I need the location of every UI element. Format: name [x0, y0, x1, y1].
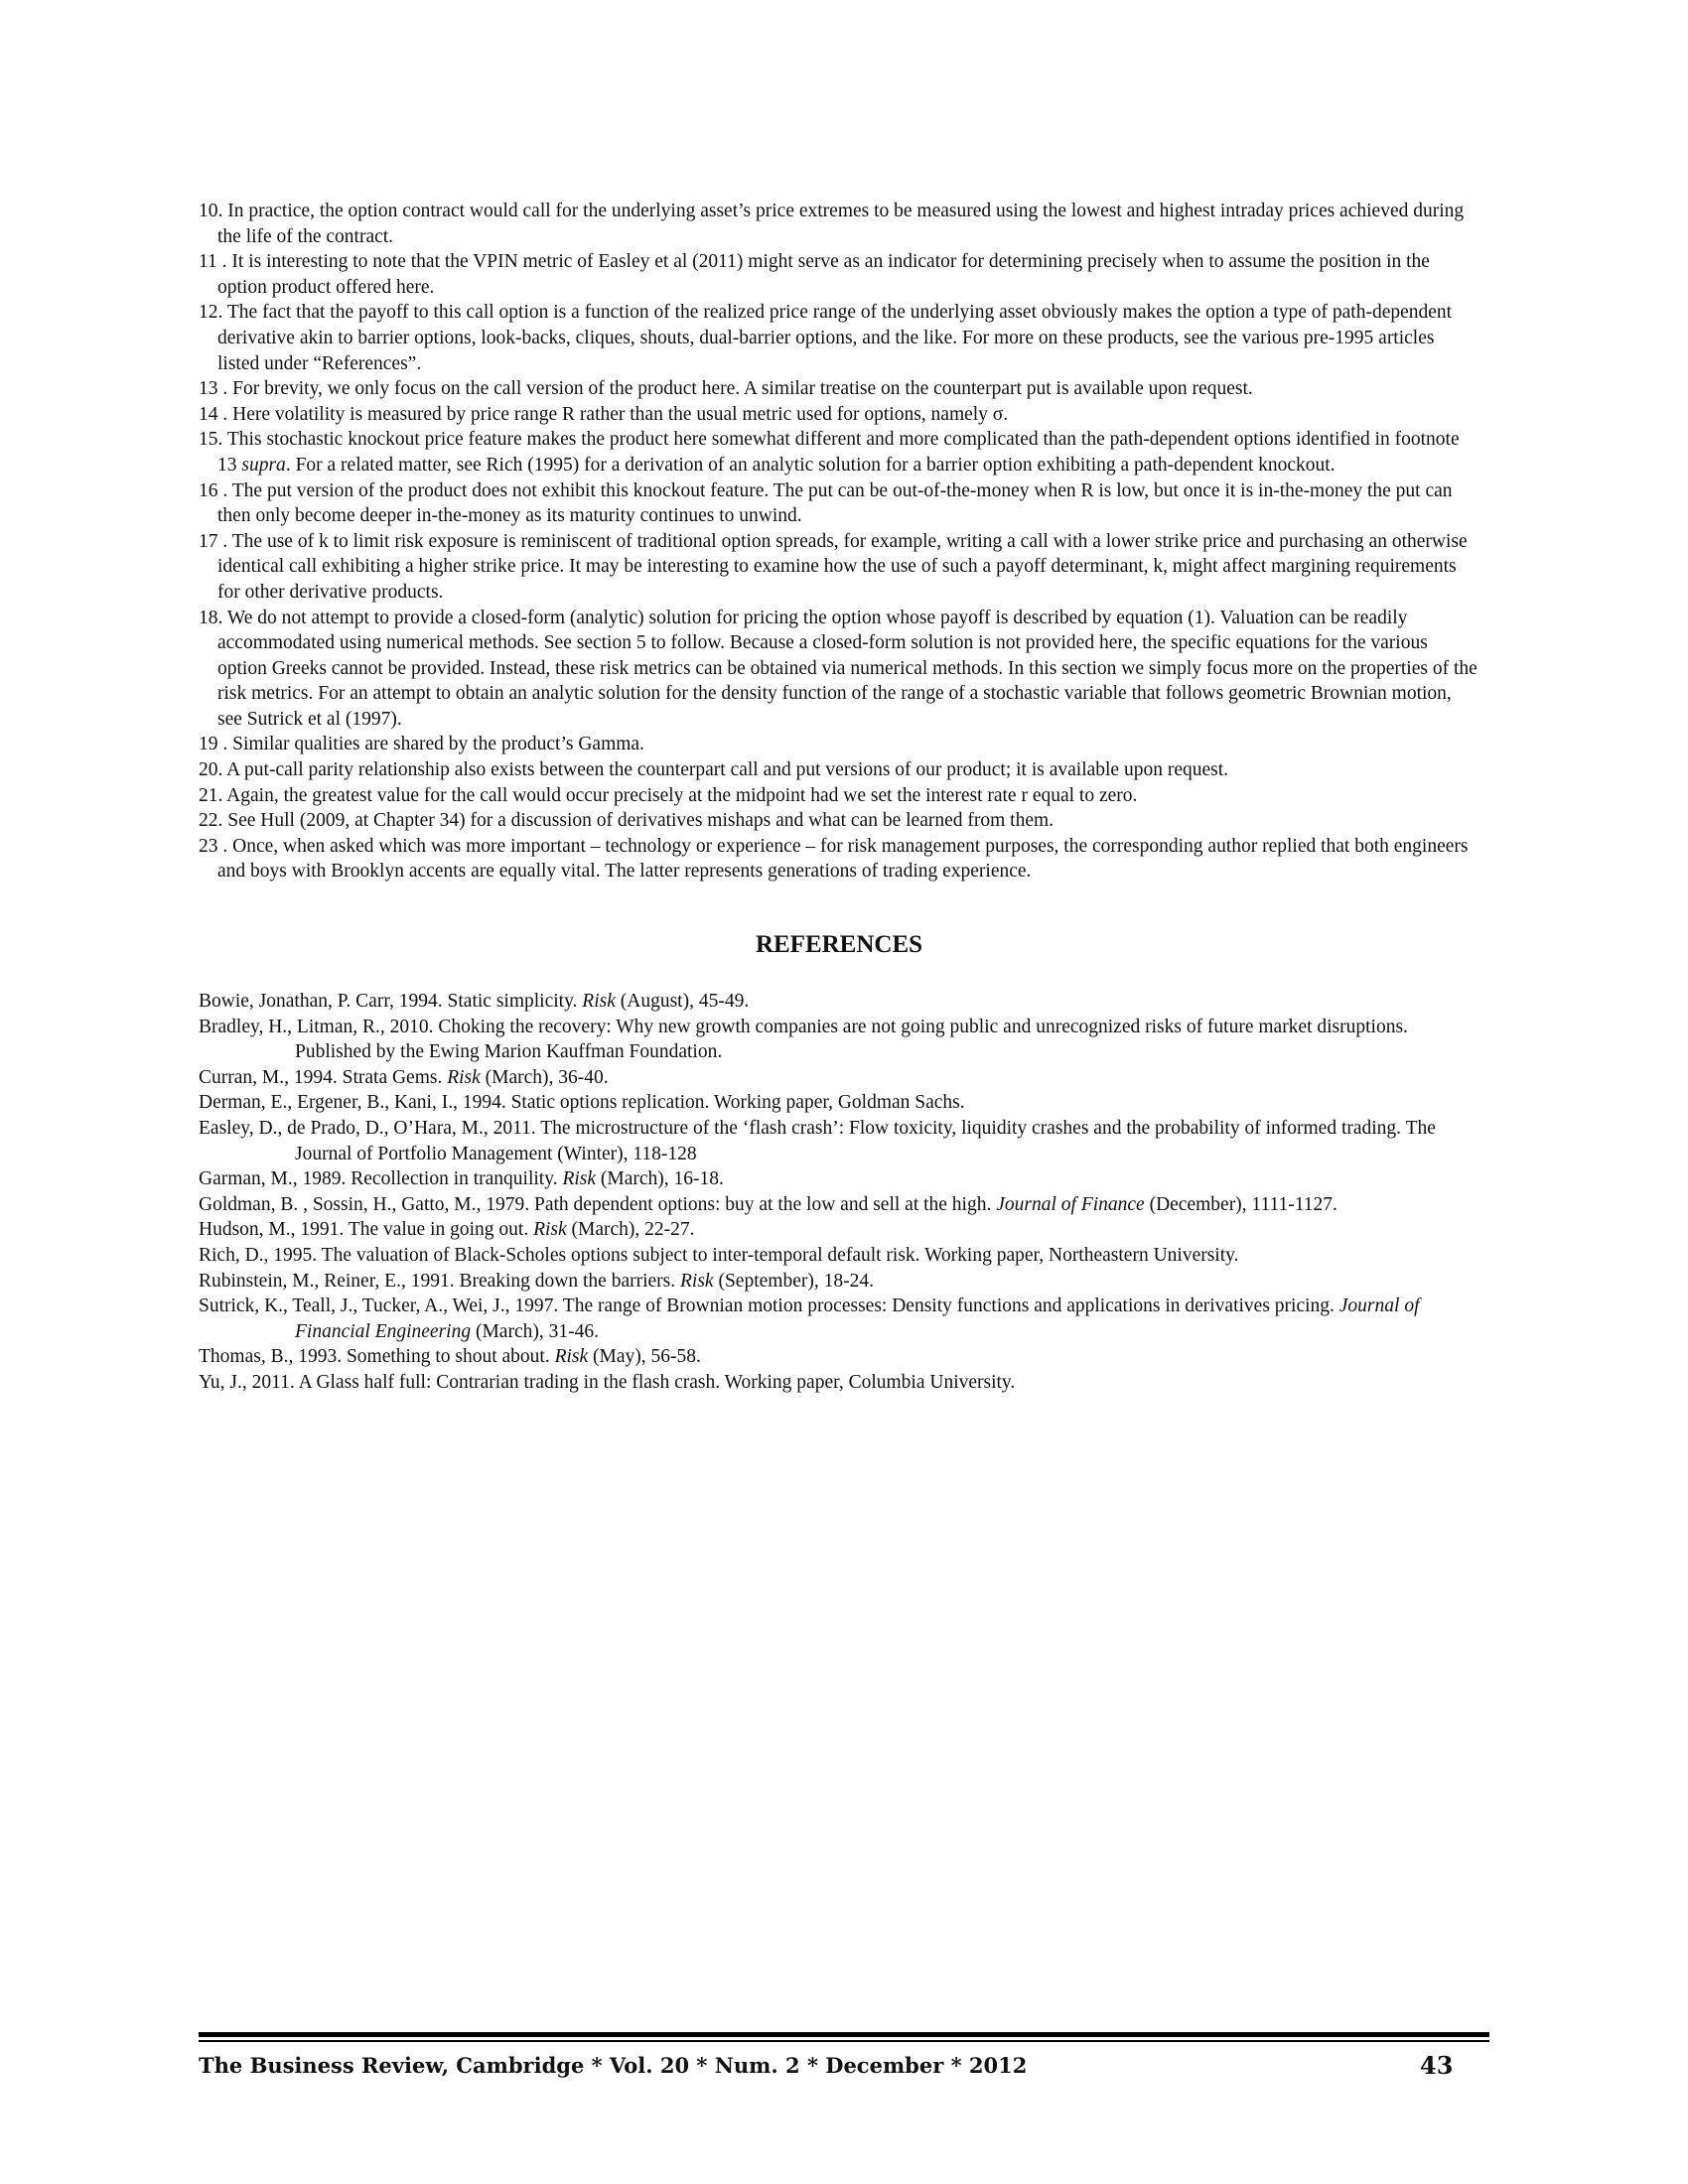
- reference-item: [199, 1090, 1479, 1116]
- page-number: 43: [1420, 2051, 1454, 2080]
- reference-text-cont: (December), 1111-1127.: [1144, 1193, 1337, 1215]
- reference-text: Curran, M., 1994. Strata Gems.: [199, 1066, 448, 1088]
- reference-text: Rich, D., 1995. The valuation of Black-Scholes options subject to inter-temporal default risk. Working paper, Northeastern University.: [199, 1244, 1239, 1266]
- endnote-12: 12. The fact that the payoff to this call option is a function of the realized price range of the underlying asset obviously makes the option a type of path-dependent derivative akin to barrier options, look-backs, cliques, shouts, dual-barrier options, and the like. For more on these products, see the various pre-1995 articles listed under “References”.: [199, 302, 1453, 374]
- reference-journal: Risk: [582, 991, 616, 1012]
- endnote-13: 13 . For brevity, we only focus on the call version of the product here. A similar treatise on the counterpart put is available upon request.: [199, 378, 1253, 400]
- endnote-11: 11 . It is interesting to note that the VPIN metric of Easley et al (2011) might serve as an indicator for determining precisely when to assume the position in the option product offered here.: [199, 251, 1430, 298]
- reference-item: [199, 1217, 1479, 1243]
- endnote-16: 16 . The put version of the product does not exhibit this knockout feature. The put can be out-of-the-money when R is low, but once it is in-the-money the put can then only become deeper in-the-money as its maturity continues to unwind.: [199, 479, 1453, 527]
- reference-text: Rubinstein, M., Reiner, E., 1991. Breaking down the barriers.: [199, 1270, 681, 1292]
- reference-item: [199, 1269, 1479, 1295]
- reference-text: Bradley, H., Litman, R., 2010. Choking the recovery: Why new growth companies are not going public and unrecognized risks of future market disruptions. Published by the Ewing Marion Kauffman Foundation.: [199, 1016, 1408, 1063]
- endnote-18: 18. We do not attempt to provide a closed-form (analytic) solution for pricing the option whose payoff is described by equation (1). Valuation can be readily accommodated using numerical methods. See section 5 to follow. Because a closed-form solution is not provided here, the specific equations for the various option Greeks cannot be provided. Instead, these risk metrics can be obtained via numerical methods. In this section we simply focus more on the properties of the risk metrics. For an attempt to obtain an analytic solution for the density function of the range of a stochastic variable that follows geometric Brownian motion, see Sutrick et al (1997).: [199, 607, 1477, 730]
- endnote-20: 20. A put-call parity relationship also exists between the counterpart call and put versions of our product; it is available upon request.: [199, 759, 1229, 781]
- reference-item: [199, 1166, 1479, 1192]
- reference-item: [199, 1065, 1479, 1091]
- reference-text-cont: (March), 31-46.: [471, 1320, 599, 1342]
- reference-journal: Risk: [554, 1346, 589, 1368]
- endnote-23: 23 . Once, when asked which was more important – technology or experience – for risk management purposes, the corresponding author replied that both engineers and boys with Brooklyn accents are equally vital. The latter represents generations of trading experience.: [199, 835, 1469, 883]
- endnote-14: 14 . Here volatility is measured by price range R rather than the usual metric used for options, namely σ.: [199, 403, 1009, 425]
- footer-rule-thin: [199, 2040, 1489, 2042]
- endnote-15-emphasis: supra: [241, 454, 286, 476]
- reference-item: [199, 1192, 1479, 1218]
- endnote-21: 21. Again, the greatest value for the call would occur precisely at the midpoint had we set the interest rate r equal to zero.: [199, 784, 1138, 806]
- references-list: [199, 989, 1479, 1396]
- reference-item: [199, 989, 1479, 1015]
- reference-journal: Journal of Financial Engineering: [295, 1296, 1420, 1342]
- endnote-19: 19 . Similar qualities are shared by the product’s Gamma.: [199, 734, 644, 755]
- reference-text: Easley, D., de Prado, D., O’Hara, M., 2011. The microstructure of the ‘flash crash’: Flow toxicity, liquidity crashes and the probability of informed trading. The Journal of Portfolio Management (Winter), 118-128: [199, 1117, 1436, 1164]
- reference-text: Yu, J., 2011. A Glass half full: Contrarian trading in the flash crash. Working paper, Columbia University.: [199, 1371, 1016, 1393]
- reference-text-cont: (March), 16-18.: [596, 1168, 724, 1190]
- reference-item: [199, 1015, 1479, 1065]
- reference-item: [199, 1243, 1479, 1269]
- reference-text-cont: (March), 22-27.: [566, 1219, 695, 1241]
- reference-journal: Journal of Finance: [996, 1193, 1145, 1215]
- reference-text-cont: (May), 56-58.: [588, 1346, 701, 1368]
- reference-text: Derman, E., Ergener, B., Kani, I., 1994. Static options replication. Working paper, Goldman Sachs.: [199, 1092, 965, 1114]
- footer-rule-thick: [199, 2032, 1489, 2037]
- reference-journal: Risk: [533, 1219, 567, 1241]
- reference-text: Hudson, M., 1991. The value in going out.: [199, 1219, 534, 1241]
- reference-text: Goldman, B. , Sossin, H., Gatto, M., 1979. Path dependent options: buy at the low and sell at the high.: [199, 1193, 997, 1215]
- endnote-15: [199, 427, 1479, 478]
- reference-text: Sutrick, K., Teall, J., Tucker, A., Wei, J., 1997. The range of Brownian motion processes: Density functions and applications in derivatives pricing.: [199, 1296, 1339, 1317]
- reference-journal: Risk: [680, 1270, 714, 1292]
- references-heading: REFERENCES: [755, 931, 923, 958]
- journal-footer: The Business Review, Cambridge * Vol. 20 * Num. 2 * December * 2012: [199, 2053, 1028, 2078]
- reference-journal: Risk: [447, 1066, 481, 1088]
- reference-text-cont: (September), 18-24.: [713, 1270, 874, 1292]
- endnote-15-text-cont: . For a related matter, see Rich (1995) for a derivation of an analytic solution for a barrier option exhibiting a path-dependent knockout.: [285, 454, 1336, 476]
- endnote-22: 22. See Hull (2009, at Chapter 34) for a discussion of derivatives mishaps and what can be learned from them.: [199, 810, 1055, 832]
- reference-journal: Risk: [562, 1168, 597, 1190]
- reference-text: Thomas, B., 1993. Something to shout about.: [199, 1346, 555, 1368]
- endnotes: [199, 199, 1479, 885]
- reference-text-cont: (August), 45-49.: [615, 991, 750, 1012]
- reference-text: Garman, M., 1989. Recollection in tranquility.: [199, 1168, 563, 1190]
- endnote-15-text: 15. This stochastic knockout price feature makes the product here somewhat different and more complicated than the path-dependent options identified in footnote 13: [199, 429, 1460, 476]
- endnote-17: 17 . The use of k to limit risk exposure is reminiscent of traditional option spreads, for example, writing a call with a lower strike price and purchasing an otherwise identical call exhibiting a higher strike price. It may be interesting to examine how the use of such a payoff determinant, k, might affect margining requirements for other derivative products.: [199, 530, 1468, 603]
- reference-text: Bowie, Jonathan, P. Carr, 1994. Static simplicity.: [199, 991, 583, 1012]
- reference-text-cont: (March), 36-40.: [480, 1066, 609, 1088]
- reference-item: [199, 1370, 1479, 1396]
- reference-item: [199, 1116, 1479, 1166]
- reference-item: [199, 1344, 1479, 1370]
- reference-item: [199, 1294, 1479, 1344]
- endnote-10: 10. In practice, the option contract would call for the underlying asset’s price extremes to be measured using the lowest and highest intraday prices achieved during the life of the contract.: [199, 201, 1465, 247]
